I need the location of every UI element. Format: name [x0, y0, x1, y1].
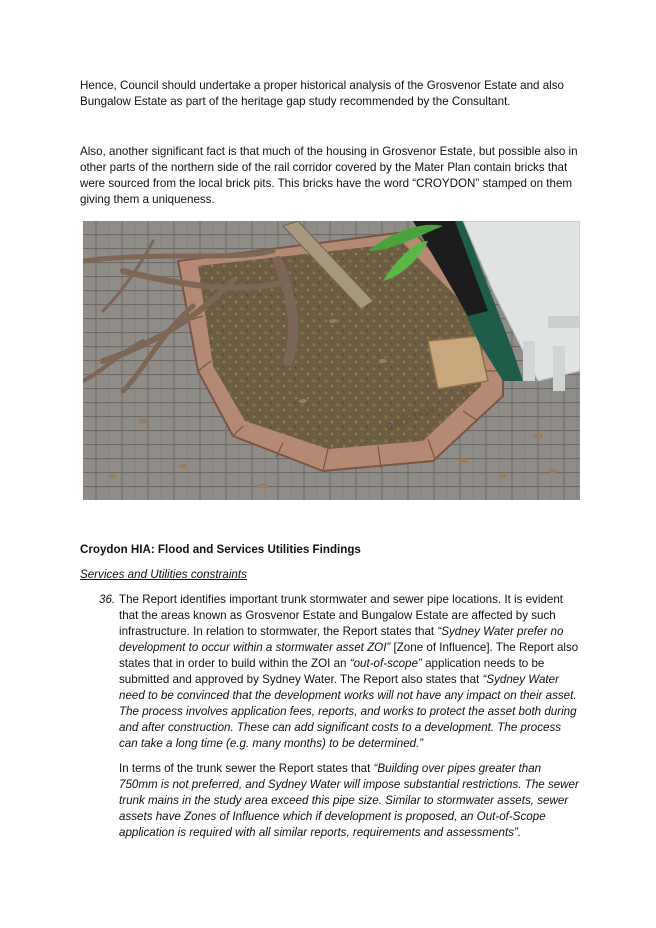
- brick-stamp-text: CROYDON: [385, 404, 437, 434]
- item-quote-4: “Building over pipes greater than 750mm is not preferred, and Sydney Water will impose substantial restrictions. The sewer trunk mains in the study area exceed this pipe size. Similar to stormwater assets, sewer assets have Zones of Influence which if development is proposed, an Out-of-Scope application is required with all similar reports, requirements and assessments”.: [119, 762, 579, 839]
- item-quote-1: “Sydney Water prefer no development to occur within a stormwater asset ZOI”: [119, 625, 564, 654]
- item-quote-3: “Sydney Water need to be convinced that the development works will not have any impact on their asset. The process involves application fees, reports, and works to protect the asset both during and after construction. These can add significant costs to a development. The process can take a long time (e.g. many months) to be determined.”: [119, 673, 577, 750]
- item-paragraph-1: [119, 592, 579, 752]
- item-text-3: application needs to be submitted and approved by Sydney Water. The Report also states that: [119, 657, 545, 686]
- intro-paragraph-1: Hence, Council should undertake a proper historical analysis of the Grosvenor Estate and also Bungalow Estate as part of the heritage gap study recommended by the Consultant.: [80, 79, 564, 108]
- brick-garden-bed-photo: [83, 221, 580, 500]
- item-paragraph-2: [119, 761, 579, 841]
- item-text-1: The Report identifies important trunk stormwater and sewer pipe locations. It is evident that the areas known as Grosvenor Estate and Bungalow Estate are affected by such infrastructure. In relation to stormwater, the Report states that: [119, 593, 563, 638]
- fence-baluster: [523, 341, 535, 381]
- item-number: 36.: [99, 593, 116, 606]
- section-subheading: Services and Utilities constraints: [80, 568, 247, 581]
- item-text-4: In terms of the trunk sewer the Report states that: [119, 762, 374, 775]
- fence-rail: [548, 316, 580, 328]
- fence-baluster-2: [553, 346, 565, 391]
- photo-illustration: [83, 221, 580, 500]
- section-heading: Croydon HIA: Flood and Services Utilities Findings: [80, 543, 361, 556]
- item-quote-2: “out-of-scope”: [349, 657, 422, 670]
- intro-paragraph-2: Also, another significant fact is that much of the housing in Grosvenor Estate, but possible also in other parts of the northern side of the rail corridor covered by the Mater Plan contain bricks that were sourced from the local brick pits. This bricks have the word “CROYDON” stamped on them giving them a uniqueness.: [80, 145, 578, 206]
- item-text-2: [Zone of Influence]. The Report also states that in order to build within the ZOI an: [119, 641, 579, 670]
- sandstone-block: [428, 336, 488, 389]
